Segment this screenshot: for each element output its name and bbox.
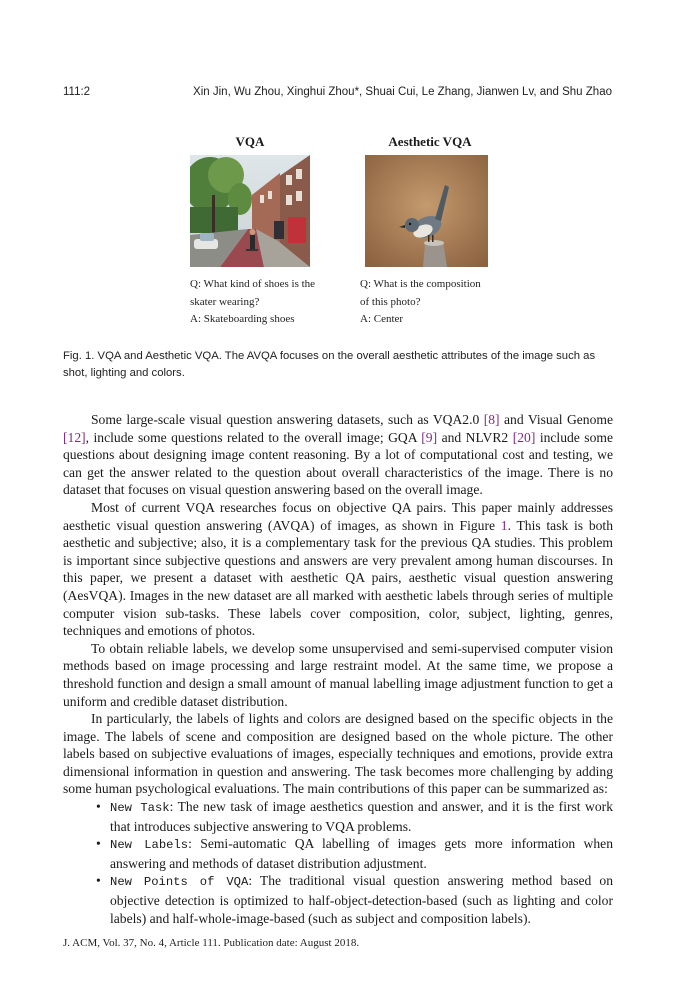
figure-panel-title-aesthetic-vqa: Aesthetic VQA <box>388 134 472 149</box>
answer-line: A: Skateboarding shoes <box>190 313 295 325</box>
page-footer: J. ACM, Vol. 37, No. 4, Article 111. Publication date: August 2018. <box>63 937 360 949</box>
question-line: Q: What kind of shoes is the <box>190 278 316 290</box>
list-item: • New Task: The new task of image aesthetics question and answer, and it is the first work that introduces subjective answering to VQA problems. <box>96 799 613 834</box>
bird-on-post-photo <box>365 155 488 267</box>
street-scene-photo <box>190 155 310 267</box>
contribution-list <box>63 798 613 927</box>
body-text <box>63 411 613 927</box>
figure-qa-vqa <box>190 276 350 329</box>
answer-line: A: Center <box>360 313 404 325</box>
paragraph: In particularly, the labels of lights and colors are designed based on the specific objects in the image. The labels of scene and composition are designed based on the whole picture. The other labels based on subjective evaluations of images, especially techniques and emotions, provide extra dimensional information in question and answering. The task becomes more challenging by adding some human psychological evaluations. The main contributions of this paper can be summarized as: <box>63 711 613 797</box>
paragraph: Most of current VQA researches focus on objective QA pairs. This paper mainly addresses aesthetic visual question answering (AVQA) of images, as shown in Figure 1. This task is both aesthetic and subjective; also, it is a complementary task for the previous QA studies. This problem is important since subjective questions and answers are very prevalent among human discourses. In this paper, we present a dataset with aesthetic QA pairs, aesthetic visual question answering (AesVQA). Images in the new dataset are all marked with aesthetic labels through series of multiple computer vision sub-tasks. These labels cover composition, color, subject, lighting, genres, techniques and emotions of photos. <box>63 499 613 639</box>
citation-link[interactable]: [9] <box>421 429 438 445</box>
list-item: • New Points of VQA: The traditional visual question answering method based on objective detection is optimized to half-object-detection-based (such as lighting and color labels) and half-whole-image-based (such as subject and composition labels). <box>96 873 613 926</box>
figure-reference-link[interactable]: 1 <box>500 517 508 533</box>
bullet-icon: • <box>96 836 101 852</box>
bullet-icon: • <box>96 873 101 889</box>
citation-link[interactable]: [12] <box>63 429 86 445</box>
citation-link[interactable]: [20] <box>512 429 536 445</box>
paragraph: Some large-scale visual question answering datasets, such as VQA2.0 [8] and Visual Genome [12], include some questions related to the overall image; GQA [9] and NLVR2 [20] include some questions about designing image content reasoning. By a lot of computational cost and testing, we can get the answer related to the question about overall characteristics of the image. There is no dataset that focuses on visual question answering based on the overall image. <box>63 412 613 498</box>
list-item-term: New Labels <box>110 838 189 853</box>
list-item-term: New Task <box>110 801 170 816</box>
page-number: 111:2 <box>63 86 91 98</box>
paragraph: To obtain reliable labels, we develop some unsupervised and semi-supervised computer vision methods based on image processing and large restraint model. At the same time, we propose a threshold function and design a small amount of manual labelling image adjustment function to get a uniform and credible dataset distribution. <box>63 640 613 709</box>
figure-qa-aesthetic-vqa <box>360 276 530 329</box>
citation-link[interactable]: [8] <box>483 412 500 427</box>
bullet-icon: • <box>96 799 101 815</box>
figure-caption: Fig. 1. VQA and Aesthetic VQA. The AVQA focuses on the overall aesthetic attributes of the image such as shot, lighting and colors. <box>63 350 596 379</box>
question-line: skater wearing? <box>190 295 260 308</box>
list-item: • New Labels: Semi-automatic QA labelling of images gets more information when answering and methods of dataset distribution adjustment. <box>96 836 613 871</box>
question-line: Q: What is the composition <box>360 278 481 290</box>
list-item-term: New Points of VQA <box>110 875 249 890</box>
question-line: of this photo? <box>360 295 421 308</box>
running-header-authors: Xin Jin, Wu Zhou, Xinghui Zhou*, Shuai Cui, Le Zhang, Jianwen Lv, and Shu Zhao <box>193 86 612 98</box>
figure-panel-title-vqa: VQA <box>235 134 265 149</box>
